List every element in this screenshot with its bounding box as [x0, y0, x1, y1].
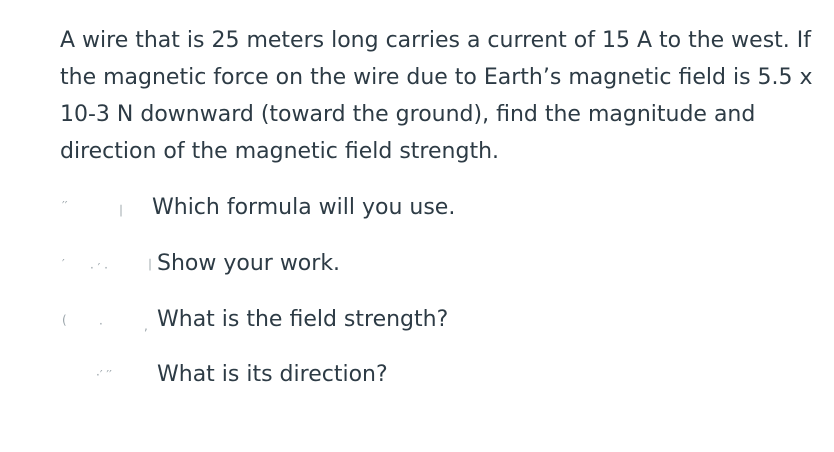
bullet-icon: · — [99, 317, 103, 331]
bullet-icon: ′ — [62, 257, 65, 271]
part-label: What is its direction? — [157, 362, 388, 387]
bullet-icon: ·′ ′′ — [96, 368, 112, 382]
bullet-icon: ∣ — [118, 203, 124, 217]
part-label: Show your work. — [157, 251, 341, 276]
part-label: What is the field strength? — [157, 307, 449, 332]
part-label: Which formula will you use. — [152, 195, 456, 220]
bullet-icon: · ′ · — [90, 261, 108, 275]
bullet-icon: , — [144, 319, 148, 333]
list-item — [0, 193, 834, 233]
bullet-icon: ∣ — [147, 257, 153, 271]
question-text: A wire that is 25 meters long carries a current of 15 A to the west. If the magnetic force on the wire due to Earth’s magnetic field is 5.5 x 10-3 N downward (toward the ground), find the magnitude and direction of the magnetic field strength. — [60, 28, 813, 164]
list-item — [0, 360, 834, 400]
list-item — [0, 249, 834, 289]
bullet-icon: ′′ — [62, 199, 68, 213]
list-item — [0, 305, 834, 345]
bullet-icon: ( — [62, 313, 67, 327]
